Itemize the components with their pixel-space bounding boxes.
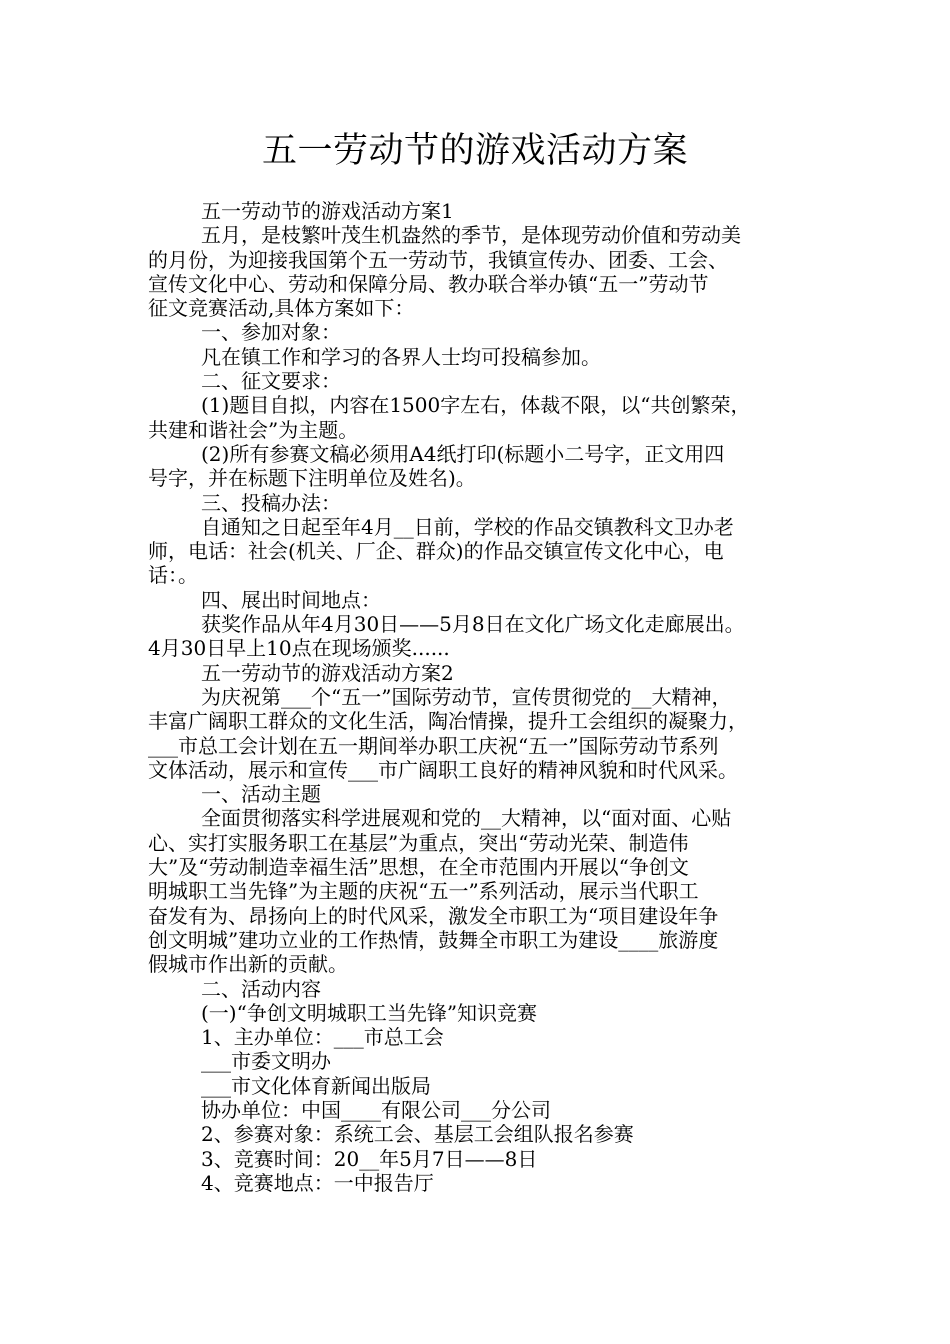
body-line: 4、竞赛地点：一中报告厅 — [201, 1170, 434, 1195]
body-line: 五一劳动节的游戏活动方案1 — [201, 199, 454, 223]
body-line: ___市总工会计划在五一期间举办职工庆祝“五一”国际劳动节系列 — [148, 733, 719, 758]
body-line: 师，电话：社会(机关、厂企、群众)的作品交镇宣传文化中心，电 — [148, 539, 724, 564]
body-line: 2、参赛对象：系统工会、基层工会组队报名参赛 — [201, 1122, 634, 1147]
body-line: 奋发有为、昂扬向上的时代风采，激发全市职工为“项目建设年争 — [148, 903, 719, 928]
body-line: 丰富广阔职工群众的文化生活，陶冶情操，提升工会组织的凝聚力， — [148, 709, 748, 734]
body-line: 话：。 — [148, 563, 198, 588]
body-line: 一、参加对象： — [201, 320, 341, 345]
document-body — [148, 199, 823, 1195]
body-line: (一)“争创文明城职工当先锋”知识竞赛 — [201, 1000, 538, 1025]
body-line: (1)题目自拟，内容在1500字左右，体裁不限，以“共创繁荣， — [201, 393, 751, 418]
body-line: 二、征文要求： — [201, 369, 341, 394]
body-line: ___市文化体育新闻出版局 — [201, 1073, 431, 1098]
body-line: 自通知之日起至年4月__日前，学校的作品交镇教科文卫办老 — [201, 514, 734, 539]
body-line: 全面贯彻落实科学进展观和党的__大精神，以“面对面、心贴 — [201, 806, 732, 831]
body-line: 文体活动，展示和宣传___市广阔职工良好的精神风貌和时代风采。 — [148, 757, 738, 782]
body-line: 大”及“劳动制造幸福生活”思想，在全市范围内开展以“争创文 — [148, 855, 689, 880]
body-line: (2)所有参赛文稿必须用A4纸打印(标题小二号字，正文用四 — [201, 441, 725, 466]
body-line: 明城职工当先锋”为主题的庆祝“五一”系列活动，展示当代职工 — [148, 879, 699, 904]
body-line: 的月份，为迎接我国第个五一劳动节，我镇宣传办、团委、工会、 — [148, 247, 728, 272]
body-line: 二、活动内容 — [201, 976, 321, 1001]
body-line: 为庆祝第___个“五一”国际劳动节，宣传贯彻党的__大精神， — [201, 684, 732, 709]
body-line: ___市委文明办 — [201, 1049, 331, 1074]
body-line: 一、活动主题 — [201, 782, 321, 807]
body-line: 号字，并在标题下注明单位及姓名)。 — [148, 466, 476, 491]
body-line: 假城市作出新的贡献。 — [148, 952, 348, 977]
body-line: 心、实打实服务职工在基层”为重点，突出“劳动光荣、制造伟 — [148, 830, 689, 855]
body-line: 五月，是枝繁叶茂生机盎然的季节，是体现劳动价值和劳动美 — [201, 223, 741, 248]
body-line: 创文明城”建功立业的工作热情，鼓舞全市职工为建设____旅游度 — [148, 927, 719, 952]
body-line: 四、展出时间地点： — [201, 587, 381, 612]
document-title: 五一劳动节的游戏活动方案 — [261, 131, 688, 171]
body-line: 凡在镇工作和学习的各界人士均可投稿参加。 — [201, 344, 601, 369]
body-line: 获奖作品从年4月30日——5月8日在文化广场文化走廊展出。 — [201, 612, 745, 637]
body-line: 1、主办单位：___市总工会 — [201, 1025, 444, 1050]
body-line: 4月30日早上10点在现场颁奖...... — [148, 636, 450, 661]
body-line: 宣传文化中心、劳动和保障分局、教办联合举办镇“五一”劳动节 — [148, 271, 709, 296]
body-line: 三、投稿办法： — [201, 490, 341, 515]
body-line: 协办单位：中国____有限公司___分公司 — [201, 1097, 551, 1122]
body-line: 共建和谐社会”为主题。 — [148, 417, 359, 442]
body-line: 五一劳动节的游戏活动方案2 — [201, 660, 454, 685]
body-line: 征文竞赛活动,具体方案如下： — [148, 296, 415, 321]
body-line: 3、竞赛时间：20__年5月7日——8日 — [201, 1146, 538, 1171]
